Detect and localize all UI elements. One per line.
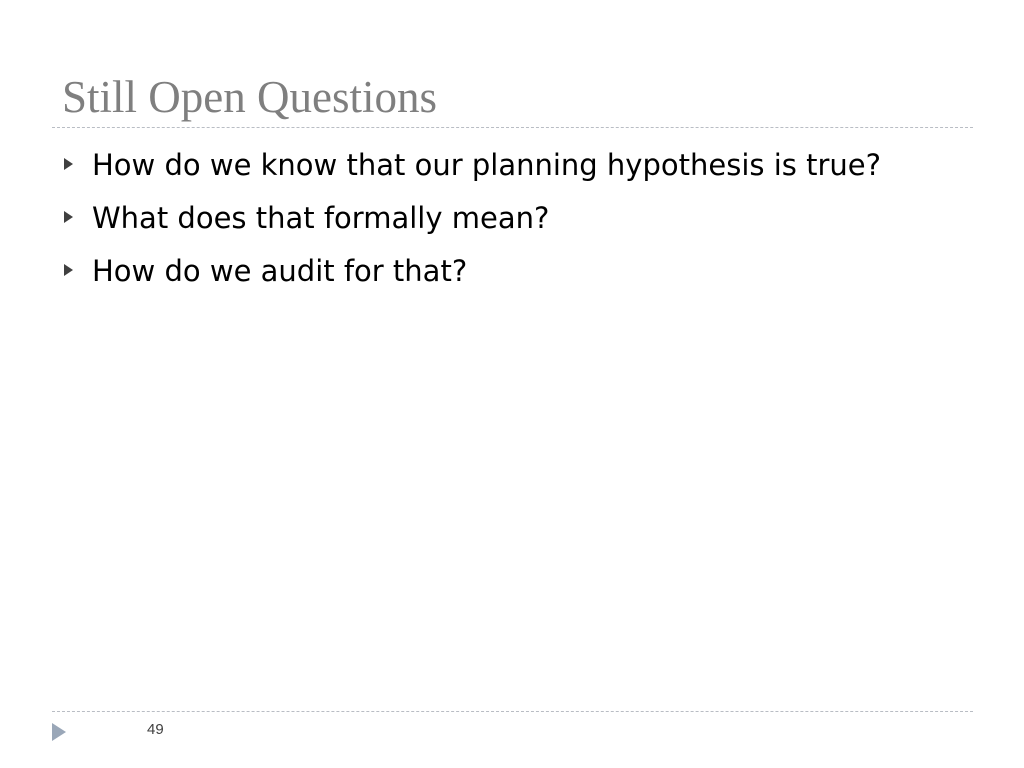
slide-title: Still Open Questions — [62, 72, 438, 122]
bullet-item — [0, 139, 1024, 191]
triangle-bullet-icon — [64, 264, 73, 276]
bullet-item — [0, 192, 1024, 244]
bullet-text: How do we audit for that? — [92, 254, 468, 288]
bullet-text: How do we know that our planning hypothesis is true? — [92, 148, 881, 182]
triangle-bullet-icon — [64, 211, 73, 223]
footer-divider — [52, 711, 973, 712]
footer-triangle-icon — [52, 723, 66, 741]
triangle-bullet-icon — [64, 158, 73, 170]
bullet-item — [0, 245, 1024, 297]
page-number: 49 — [147, 721, 164, 738]
bullet-text: What does that formally mean? — [92, 201, 550, 235]
title-divider — [52, 127, 973, 128]
